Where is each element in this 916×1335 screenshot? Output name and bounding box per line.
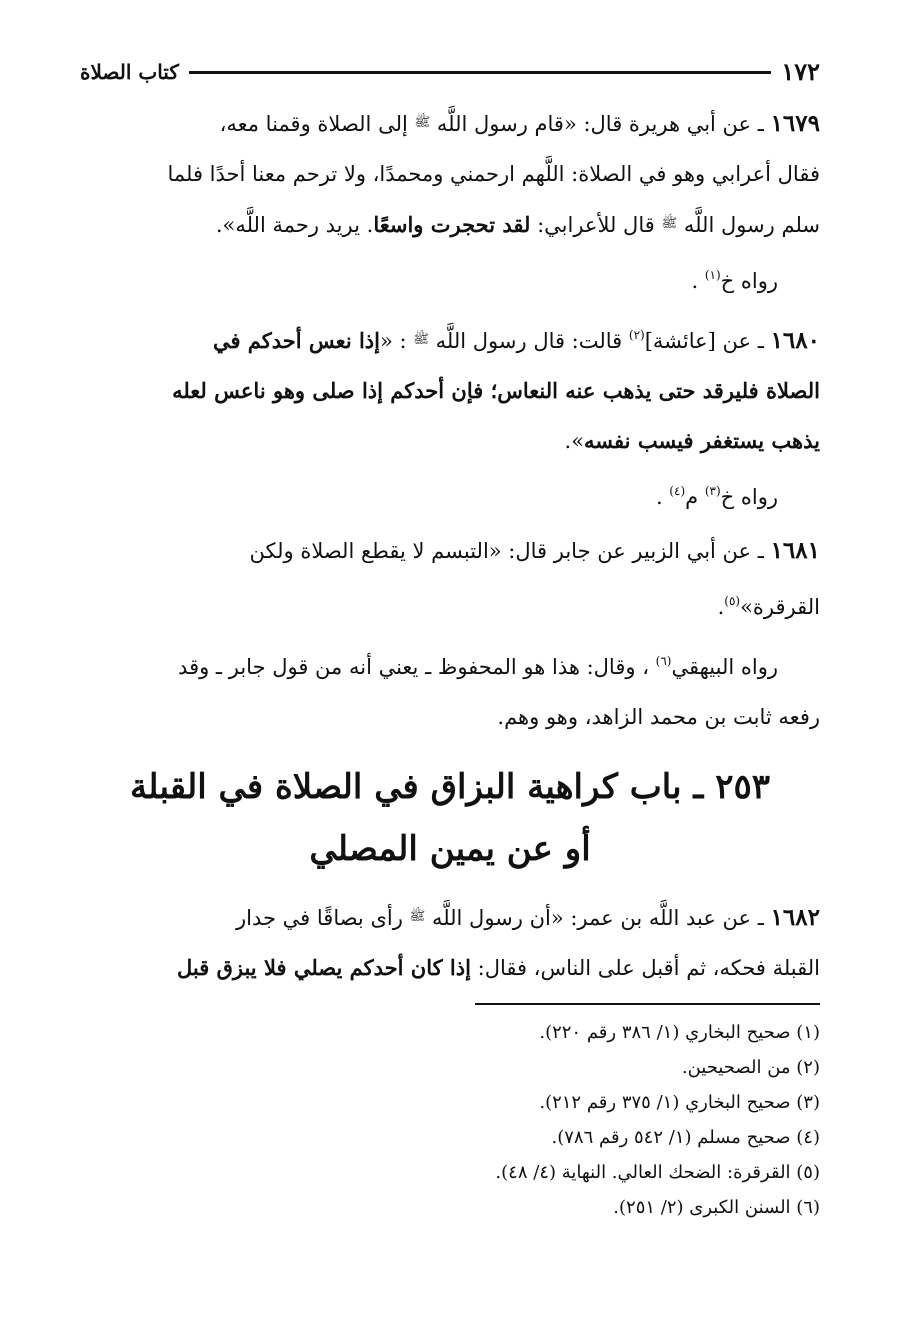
hadith-1679: [80, 98, 820, 306]
footnote-rule: [475, 1003, 820, 1005]
running-chapter-title: كتاب الصلاة: [80, 60, 179, 84]
salla-symbol: ﷺ: [409, 909, 426, 924]
hadith-1679-line-3: سلم رسول اللَّه $^ﷺ$ قال للأعرابي: لقد تحجرت واسعًا. يريد رحمة اللَّه».: [215, 212, 820, 237]
chapter-heading-line-2: أو عن يمين المصلي: [309, 829, 591, 869]
hadith-1679-line-1: ١٦٧٩ ـ عن أبي هريرة قال: «قام رسول اللَّه $^ﷺ$ إلى الصلاة وقمنا معه،: [219, 110, 820, 137]
footnote-ref-2: (٢): [628, 328, 645, 342]
hadith-1682-line-2: القبلة فحكه، ثم أقبل على الناس، فقال: إذا كان أحدكم يصلي فلا يبزق قبل: [176, 955, 820, 980]
hadith-1682: [80, 892, 820, 993]
hadith-1679-line-2: فقال أعرابي وهو في الصلاة: اللَّهم ارحمني ومحمدًا، ولا ترحم معنا أحدًا فلما: [167, 162, 820, 186]
footnote-ref-5: (٥): [724, 594, 741, 608]
hadith-1680-line-1: ١٦٨٠ ـ عن [عائشة]$^{(٢)}$ قالت: قال رسول اللَّه $^ﷺ$ : «إذا نعس أحدكم في: [212, 327, 820, 354]
footnote-6: (٦) السنن الكبرى (٢/ ٢٥١).: [613, 1197, 820, 1218]
chapter-heading: [80, 756, 820, 880]
hadith-1680: [80, 310, 820, 522]
chapter-heading-line-1: ٢٥٣ ـ باب كراهية البزاق في الصلاة في القبلة: [129, 767, 771, 807]
hadith-number: ١٦٨٠: [770, 327, 820, 354]
salla-symbol: ﷺ: [661, 216, 678, 231]
hadith-number: ١٦٨١: [770, 537, 820, 564]
footnote-ref-3: (٣): [704, 484, 721, 498]
page-number: ١٧٢: [781, 57, 820, 86]
hadith-number: ١٦٨٢: [770, 904, 820, 931]
salla-symbol: ﷺ: [413, 332, 429, 347]
footnote-ref-4: (٤): [669, 484, 686, 498]
hadith-1681: [80, 526, 820, 742]
footnote-5: (٥) القرقرة: الضحك العالي. النهاية (٤/ ٤٨).: [495, 1162, 820, 1183]
footnote-1: (١) صحيح البخاري (١/ ٣٨٦ رقم ٢٢٠).: [539, 1022, 820, 1043]
running-head: [80, 52, 820, 92]
hadith-1681-line-1: ١٦٨١ ـ عن أبي الزبير عن جابر قال: «التبسم لا يقطع الصلاة ولكن: [249, 537, 820, 564]
footnote-3: (٣) صحيح البخاري (١/ ٣٧٥ رقم ٢١٢).: [539, 1092, 820, 1113]
hadith-1680-narration: رواه خ$^{(٣)}$ م$^{(٤)}$ .: [655, 484, 778, 509]
hadith-1681-note-line-2: رفعه ثابت بن محمد الزاهد، وهو وهم.: [497, 705, 820, 729]
hadith-1680-line-2: الصلاة فليرقد حتى يذهب عنه النعاس؛ فإن أحدكم إذا صلى وهو ناعس لعله: [172, 378, 820, 403]
footnote-4: (٤) صحيح مسلم (١/ ٥٤٢ رقم ٧٨٦).: [551, 1127, 820, 1148]
hadith-1679-narration: رواه خ$^{(١)}$ .: [691, 268, 778, 293]
header-rule: [189, 71, 771, 74]
footnote-2: (٢) من الصحيحين.: [681, 1057, 820, 1078]
footnote-ref-1: (١): [704, 268, 721, 282]
hadith-1680-line-3: يذهب يستغفر فيسب نفسه».: [564, 428, 820, 453]
hadith-1681-note-line-1: رواه البيهقي$^{(٦)}$ ، وقال: هذا هو المحفوظ ـ يعني أنه من قول جابر ـ وقد: [178, 654, 778, 679]
book-page: [80, 52, 820, 1225]
hadith-number: ١٦٧٩: [770, 110, 820, 137]
hadith-1681-line-2: القرقرة»$^{(٥)}$.: [717, 594, 820, 619]
salla-symbol: ﷺ: [414, 115, 431, 130]
footnotes: [80, 1015, 820, 1225]
footnote-ref-6: (٦): [655, 654, 672, 668]
hadith-1682-line-1: ١٦٨٢ ـ عن عبد اللَّه بن عمر: «أن رسول اللَّه $^ﷺ$ رأى بصاقًا في جدار: [236, 904, 820, 931]
